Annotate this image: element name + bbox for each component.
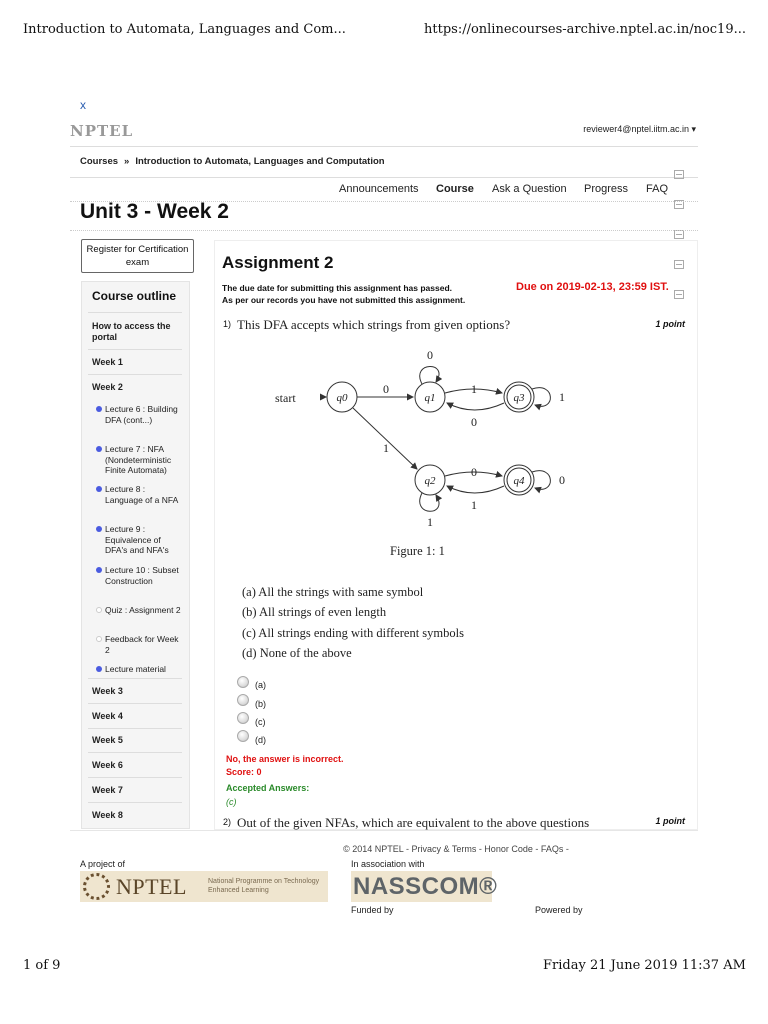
sidebar-lecture-8[interactable] [105, 484, 181, 505]
edge-q2-loop [420, 493, 439, 511]
radio-label-c: (c) [255, 717, 266, 727]
option-text-b: (b) All strings of even length [242, 605, 387, 619]
q1-label: q1 [424, 392, 436, 404]
pending-dot-icon [96, 607, 102, 613]
q3-q1-label: 0 [471, 415, 477, 429]
q2-label: q2 [424, 475, 436, 487]
sidebar-item-week-6[interactable]: Week 6 [92, 760, 123, 770]
powered-by-label: Powered by [535, 905, 583, 915]
lecture-label: Feedback for Week 2 [105, 634, 179, 655]
loop-q1-label: 0 [427, 348, 433, 362]
q2-q4-label: 0 [471, 465, 477, 479]
not-submitted-note: As per our records you have not submitted this assignment. [222, 295, 466, 305]
nptel-footer-logo[interactable] [80, 871, 328, 902]
lecture-label: Quiz : Assignment 2 [105, 605, 181, 615]
nptel-header-logo[interactable]: NPTEL [70, 122, 134, 140]
sidebar-divider [88, 678, 182, 679]
completed-dot-icon [96, 406, 102, 412]
sidebar-item-week-7[interactable]: Week 7 [92, 785, 123, 795]
print-header-title: Introduction to Automata, Languages and Com... [23, 22, 346, 37]
funded-by-label: Funded by [351, 905, 394, 915]
sidebar-divider [88, 349, 182, 350]
question-number: 1) [223, 319, 232, 329]
close-icon[interactable]: x [80, 98, 86, 112]
lecture-label: Lecture 7 : NFA (Nondeterministic Finite Automata) [105, 444, 172, 475]
radio-option-a[interactable] [237, 676, 249, 688]
edge-q4-loop [532, 471, 550, 490]
sidebar-lecture-10[interactable] [105, 565, 181, 586]
breadcrumb [80, 156, 385, 167]
association-label: In association with [351, 859, 425, 869]
accepted-answers-label: Accepted Answers: [226, 783, 310, 793]
edge-q0-q2 [353, 408, 417, 469]
sidebar-divider [88, 312, 182, 313]
pending-dot-icon [96, 636, 102, 642]
nav-ask-question[interactable]: Ask a Question [492, 183, 567, 195]
answer-score: Score: 0 [226, 767, 262, 777]
q4-q2-label: 1 [471, 498, 477, 512]
nav-faq[interactable]: FAQ [646, 183, 669, 195]
sidebar-item-week-4[interactable]: Week 4 [92, 711, 123, 721]
sidebar-item-week-1[interactable]: Week 1 [92, 357, 123, 367]
sidebar-divider [88, 703, 182, 704]
sidebar-item-week-5[interactable]: Week 5 [92, 735, 123, 745]
lecture-label: Lecture 9 : Equivalence of DFA's and NFA's [105, 524, 169, 555]
breadcrumb-courses-link[interactable]: Courses [80, 156, 119, 167]
figure-caption: Figure 1: 1 [390, 544, 445, 558]
q4-label: q4 [513, 475, 525, 487]
nasscom-logo[interactable] [351, 871, 498, 902]
radio-label-d: (d) [255, 735, 266, 745]
q0-label: q0 [336, 392, 348, 404]
completed-dot-icon [96, 666, 102, 672]
due-passed-note: The due date for submitting this assignment has passed. [222, 283, 453, 293]
footer-divider [70, 830, 698, 831]
register-certification-button[interactable]: Register for Certification exam [81, 239, 194, 273]
radio-label-a: (a) [255, 680, 266, 690]
radio-option-b[interactable] [237, 694, 249, 706]
q3-label: q3 [513, 392, 525, 404]
nptel-logo-tagline: National Programme on Technology Enhanced Learning [208, 878, 320, 894]
radio-option-d[interactable] [237, 730, 249, 742]
radio-label-b: (b) [255, 699, 266, 709]
loop-q4-label: 0 [559, 473, 565, 487]
answer-feedback: No, the answer is incorrect. [226, 754, 344, 764]
accepted-answer-value: (c) [226, 797, 237, 807]
nav-progress[interactable]: Progress [584, 183, 629, 195]
breadcrumb-course-link[interactable]: Introduction to Automata, Languages and Computation [135, 156, 385, 167]
question-points: 1 point [655, 816, 685, 826]
completed-dot-icon [96, 486, 102, 492]
loop-q2-label: 1 [427, 515, 433, 529]
sidebar-item-week-3[interactable]: Week 3 [92, 686, 123, 696]
edge-q3-q1 [447, 403, 504, 410]
option-text-c: (c) All strings ending with different symbols [242, 626, 464, 640]
sidebar-divider [88, 752, 182, 753]
q1-q3-label: 1 [471, 382, 477, 396]
question-text: This DFA accepts which strings from given options? [237, 317, 511, 332]
header-divider [70, 146, 698, 147]
sidebar-lecture-material[interactable] [105, 664, 181, 675]
q0-q2-label: 1 [383, 441, 389, 455]
sidebar-item-portal[interactable]: How to access the portal [92, 321, 171, 342]
note-icon[interactable] [674, 170, 684, 179]
sidebar-lecture-9[interactable] [105, 524, 181, 556]
completed-dot-icon [96, 446, 102, 452]
sidebar-divider [88, 374, 182, 375]
page-title: Unit 3 - Week 2 [80, 200, 229, 223]
lecture-label: Lecture material [105, 664, 166, 674]
assignment-title: Assignment 2 [222, 253, 334, 272]
sidebar-quiz-assignment-2[interactable] [105, 605, 181, 616]
radio-option-c[interactable] [237, 712, 249, 724]
nav-announcements[interactable]: Announcements [339, 183, 419, 195]
sidebar-lecture-7[interactable] [105, 444, 181, 476]
sidebar-item-week-8[interactable]: Week 8 [92, 810, 123, 820]
project-of-label: A project of [80, 859, 126, 869]
nasscom-logo-name: NASSCOM® [353, 873, 498, 900]
sidebar-lecture-6[interactable] [105, 404, 181, 425]
lecture-label: Lecture 8 : Language of a NFA [105, 484, 179, 505]
footer-links[interactable]: © 2014 NPTEL - Privacy & Terms - Honor Code - FAQs - [343, 844, 569, 854]
question-text: Out of the given NFAs, which are equivalent to the above questions [237, 815, 590, 830]
edge-q1-loop [420, 366, 439, 384]
title-divider [70, 230, 698, 231]
nptel-gear-icon [83, 873, 110, 900]
sidebar-divider [88, 777, 182, 778]
breadcrumb-divider [70, 177, 698, 178]
course-outline-title: Course outline [92, 289, 177, 303]
q0-q1-label: 0 [383, 382, 389, 396]
nptel-logo-name: NPTEL [116, 874, 187, 899]
question-points: 1 point [655, 319, 685, 329]
edge-q4-q2 [447, 486, 504, 493]
sidebar-divider [88, 728, 182, 729]
completed-dot-icon [96, 567, 102, 573]
user-menu[interactable]: reviewer4@nptel.iitm.ac.in ▾ [583, 124, 696, 134]
due-date: Due on 2019-02-13, 23:59 IST. [516, 281, 669, 293]
sidebar-feedback-week-2[interactable] [105, 634, 181, 655]
print-header-url: https://onlinecourses-archive.nptel.ac.in/noc19... [424, 22, 746, 37]
print-page-number: 1 of 9 [23, 958, 61, 973]
lecture-label: Lecture 10 : Subset Construction [105, 565, 179, 586]
sidebar-item-week-2[interactable]: Week 2 [92, 382, 123, 392]
note-icon[interactable] [674, 230, 684, 239]
option-text-a: (a) All the strings with same symbol [242, 585, 424, 599]
question-number: 2) [223, 817, 232, 827]
option-text-d: (d) None of the above [242, 646, 352, 660]
completed-dot-icon [96, 526, 102, 532]
edge-q3-loop [532, 388, 550, 407]
breadcrumb-separator: » [124, 156, 130, 167]
lecture-label: Lecture 6 : Building DFA (cont...) [105, 404, 178, 425]
print-date: Friday 21 June 2019 11:37 AM [543, 958, 746, 973]
start-label: start [275, 391, 296, 405]
loop-q3-label: 1 [559, 390, 565, 404]
sidebar-divider [88, 802, 182, 803]
dfa-diagram [270, 345, 580, 535]
nav-course[interactable]: Course [436, 183, 474, 195]
